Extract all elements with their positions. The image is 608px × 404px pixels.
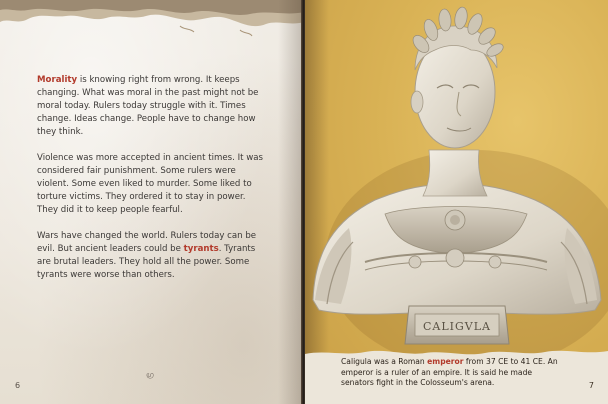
torn-paper-edge bbox=[0, 0, 304, 46]
right-page bbox=[305, 0, 608, 404]
caption-text: from 37 CE to 41 CE. An emperor is a ruler of an empire. It is said he made senators fight in the Colosseum's arena. bbox=[341, 357, 558, 387]
glossary-term-tyrants: tyrants bbox=[183, 244, 219, 254]
page-number-left: 6 bbox=[15, 381, 21, 390]
statue-inscription: CALIGVLA bbox=[423, 320, 491, 333]
body-text bbox=[37, 74, 269, 295]
page-ornament: ഗ്ര bbox=[146, 371, 154, 379]
glossary-term-emperor: emperor bbox=[427, 357, 464, 366]
caption-text: Caligula was a Roman bbox=[341, 357, 428, 366]
paragraph-tyrants bbox=[37, 230, 269, 282]
paragraph-text: . Tyrants are brutal leaders. They hold all the power. Some tyrants were worse than others. bbox=[37, 244, 256, 280]
paragraph-text: is knowing right from wrong. It keeps changing. What was moral in the past might not be moral today. Rulers today struggle with it. Times change. Ideas change. People have to change how they think. bbox=[37, 75, 259, 137]
paragraph-text: Wars have changed the world. Rulers today can be evil. But ancient leaders could be bbox=[37, 231, 257, 254]
glossary-term-morality: Morality bbox=[37, 75, 78, 85]
paragraph-violence: Violence was more accepted in ancient times. It was considered fair punishment. Some rulers were violent. Some even liked to murder. Some liked to torture victims. They ordered it to stay in power. They did it to keep people fearful. bbox=[37, 153, 263, 215]
photo-caption bbox=[341, 357, 561, 389]
paragraph-morality bbox=[37, 74, 269, 139]
caligula-bust-image bbox=[305, 0, 608, 404]
page-number-right: 7 bbox=[588, 381, 594, 390]
